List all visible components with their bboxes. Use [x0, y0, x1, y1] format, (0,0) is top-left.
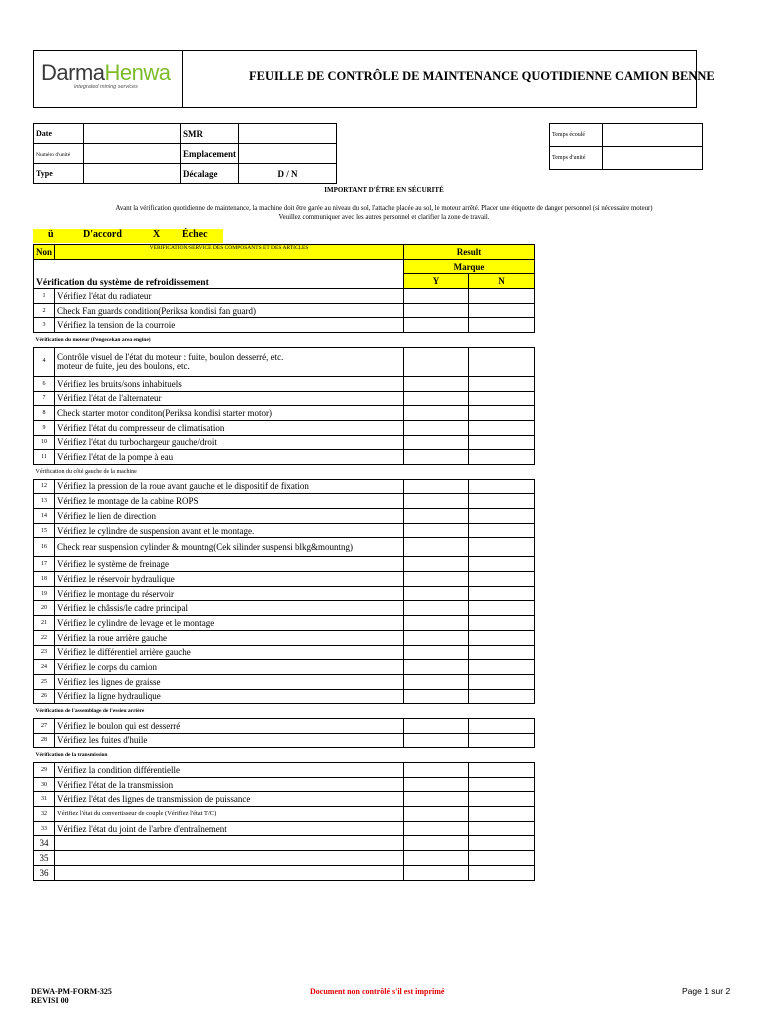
table-row: 25 Vérifiez les lignes de graisse [34, 674, 535, 689]
unit-no-field[interactable] [84, 144, 181, 164]
n-cell[interactable] [469, 674, 535, 689]
table-row: 30 Vérifiez l'état de la transmission [34, 777, 535, 792]
y-cell[interactable] [404, 572, 469, 587]
n-cell[interactable] [469, 435, 535, 450]
form-code: DEWA-PM-FORM-325 REVISI 00 [31, 987, 112, 1005]
date-field[interactable] [84, 124, 181, 144]
n-cell[interactable] [469, 479, 535, 494]
n-cell[interactable] [469, 391, 535, 406]
table-row: 31 Vérifiez l'état des lignes de transmission de puissance [34, 792, 535, 807]
n-cell[interactable] [469, 660, 535, 675]
table-row: 8 Check starter motor conditon(Periksa kondisi starter motor) [34, 406, 535, 421]
checklist-table [33, 244, 535, 881]
table-row: 23 Vérifiez le différentiel arrière gauche [34, 645, 535, 660]
y-cell[interactable] [404, 289, 469, 304]
n-cell[interactable] [469, 450, 535, 465]
safety-note: Avant la vérification quotidienne de maintenance, la machine doit être garée au niveau du sol, l'attache placée au sol, le moteur arrêté. Placer une étiquette de danger personnel (si nécessaire moteur) [115, 205, 653, 212]
col-mark-header: Marque [404, 259, 535, 274]
item-cell[interactable] [55, 836, 404, 851]
n-cell[interactable] [469, 557, 535, 572]
n-cell[interactable] [469, 836, 535, 851]
n-cell[interactable] [469, 763, 535, 778]
section-transmission-row [34, 748, 535, 763]
y-cell[interactable] [404, 479, 469, 494]
y-cell[interactable] [404, 689, 469, 704]
important-heading: IMPORTANT D'ÊTRE EN SÉCURITÉ [324, 186, 444, 194]
y-cell[interactable] [404, 509, 469, 524]
company-logo: DarmaHenwa [41, 60, 171, 85]
n-cell[interactable] [469, 777, 535, 792]
y-cell[interactable] [404, 807, 469, 822]
n-cell[interactable] [469, 303, 535, 318]
fail-label: Échec [182, 229, 208, 240]
section-transmission: Vérification de la transmission [34, 748, 535, 763]
logo-tagline: integrated mining services [74, 84, 138, 90]
table-row: 19 Vérifiez le montage du réservoir [34, 586, 535, 601]
table-row: 13 Vérifiez le montage de la cabine ROPS [34, 494, 535, 509]
n-cell[interactable] [469, 851, 535, 866]
y-cell[interactable] [404, 836, 469, 851]
y-cell[interactable] [404, 494, 469, 509]
unit-no-label: Numéro d'unité [36, 152, 71, 158]
y-cell[interactable] [404, 733, 469, 748]
table-row: 7 Vérifiez l'état de l'alternateur [34, 391, 535, 406]
y-cell[interactable] [404, 645, 469, 660]
shift-field[interactable]: D / N [239, 164, 337, 184]
y-cell[interactable] [404, 616, 469, 631]
n-cell[interactable] [469, 376, 535, 391]
table-row: 3 Vérifiez la tension de la courroie [34, 318, 535, 333]
type-field[interactable] [84, 164, 181, 184]
n-cell[interactable] [469, 572, 535, 587]
section-left-side: Vérification du côté gauche de la machine [34, 464, 535, 479]
n-cell[interactable] [469, 420, 535, 435]
y-cell[interactable] [404, 660, 469, 675]
table-row: 21 Vérifiez le cylindre de levage et le montage [34, 616, 535, 631]
n-cell[interactable] [469, 865, 535, 880]
safety-note-2: Veuillez communiquer avec les autres personnel et clarifier la zone de travail. [278, 214, 490, 221]
y-cell[interactable] [404, 420, 469, 435]
location-field[interactable] [239, 144, 337, 164]
table-row: 32 Vérifiez l'état du convertisseur de couple (Vérifiez l'état T/C) [34, 807, 535, 822]
table-row: 11 Vérifiez l'état de la pompe à eau [34, 450, 535, 465]
ok-symbol: ü [48, 229, 54, 240]
time-elapsed-label: Temps écoulé [550, 124, 603, 147]
y-cell[interactable] [404, 450, 469, 465]
time-elapsed-field[interactable] [603, 124, 703, 147]
table-row: 9 Vérifiez l'état du compresseur de climatisation [34, 420, 535, 435]
y-cell[interactable] [404, 674, 469, 689]
item-cell[interactable] [55, 865, 404, 880]
y-cell[interactable] [404, 718, 469, 733]
y-cell[interactable] [404, 630, 469, 645]
ok-label: D'accord [83, 229, 122, 240]
info-grid [33, 123, 337, 184]
n-cell[interactable] [469, 586, 535, 601]
y-cell[interactable] [404, 376, 469, 391]
n-cell[interactable] [469, 689, 535, 704]
table-row: 4 Contrôle visuel de l'état du moteur : fuite, boulon desserré, etc. moteur de fuite, jeu des boulons, etc. [34, 347, 535, 376]
table-row: 2 Check Fan guards condition(Periksa kondisi fan guard) [34, 303, 535, 318]
table-row: 35 [34, 851, 535, 866]
table-row: 26 Vérifiez la ligne hydraulique [34, 689, 535, 704]
section-rear-axle-row [34, 704, 535, 719]
n-cell[interactable] [469, 289, 535, 304]
time-start-label: Temps d'unité [550, 147, 603, 170]
col-y-header: Y [404, 274, 469, 289]
table-row: 27 Vérifiez le boulon qui est desserré [34, 718, 535, 733]
table-row: 6 Vérifiez les bruits/sons inhabituels [34, 376, 535, 391]
y-cell[interactable] [404, 601, 469, 616]
y-cell[interactable] [404, 538, 469, 557]
n-cell[interactable] [469, 733, 535, 748]
n-cell[interactable] [469, 601, 535, 616]
n-cell[interactable] [469, 645, 535, 660]
form-header [33, 50, 715, 108]
n-cell[interactable] [469, 821, 535, 836]
y-cell[interactable] [404, 303, 469, 318]
col-n-header: N [469, 274, 535, 289]
table-row: 18 Vérifiez le réservoir hydraulique [34, 572, 535, 587]
n-cell[interactable] [469, 807, 535, 822]
y-cell[interactable] [404, 821, 469, 836]
y-cell[interactable] [404, 865, 469, 880]
n-cell[interactable] [469, 616, 535, 631]
smr-field[interactable] [239, 124, 337, 144]
y-cell[interactable] [404, 557, 469, 572]
table-row: 28 Vérifiez les fuites d'huile [34, 733, 535, 748]
y-cell[interactable] [404, 318, 469, 333]
section-rear-axle: Vérification de l'assemblage de l'essieu arrière [34, 704, 535, 719]
y-cell[interactable] [404, 435, 469, 450]
time-grid [549, 123, 703, 170]
col-result-header: Result [404, 245, 535, 260]
table-row: 16 Check rear suspension cylinder & mountng(Cek silinder suspensi blkg&mountng) [34, 538, 535, 557]
table-row: 17 Vérifiez le système de freinage [34, 557, 535, 572]
y-cell[interactable] [404, 523, 469, 538]
n-cell[interactable] [469, 630, 535, 645]
table-row: 15 Vérifiez le cylindre de suspension avant et le montage. [34, 523, 535, 538]
smr-label: SMR [181, 124, 239, 144]
y-cell[interactable] [404, 763, 469, 778]
section-engine: Vérification du moteur (Pengecekan area engine) [34, 333, 535, 348]
table-row: 34 [34, 836, 535, 851]
table-row: 24 Vérifiez le corps du camion [34, 660, 535, 675]
table-row: 20 Vérifiez le châssis/le cadre principal [34, 601, 535, 616]
uncontrolled-note: Document non contrôlé s'il est imprimé [310, 987, 445, 996]
n-cell[interactable] [469, 718, 535, 733]
n-cell[interactable] [469, 523, 535, 538]
y-cell[interactable] [404, 851, 469, 866]
n-cell[interactable] [469, 347, 535, 376]
n-cell[interactable] [469, 538, 535, 557]
y-cell[interactable] [404, 406, 469, 421]
form-title: FEUILLE DE CONTRÔLE DE MAINTENANCE QUOTIDIENNE CAMION BENNE [249, 69, 715, 83]
date-label: Date [34, 124, 84, 144]
type-label: Type [34, 164, 84, 184]
table-row: 10 Vérifiez l'état du turbochargeur gauche/droit [34, 435, 535, 450]
y-cell[interactable] [404, 586, 469, 601]
table-row: 33 Vérifiez l'état du joint de l'arbre d'entraînement [34, 821, 535, 836]
y-cell[interactable] [404, 347, 469, 376]
section-cooling: Vérification du système de refroidissement [34, 259, 404, 288]
n-cell[interactable] [469, 494, 535, 509]
time-start-field[interactable] [603, 147, 703, 170]
section-left-side-row [34, 464, 535, 479]
shift-label: Décalage [181, 164, 239, 184]
table-row: 36 [34, 865, 535, 880]
fail-symbol: X [153, 229, 161, 240]
n-cell[interactable] [469, 792, 535, 807]
col-no-header: Non [34, 245, 55, 260]
location-label: Emplacement [181, 144, 239, 164]
section-engine-row [34, 333, 535, 348]
y-cell[interactable] [404, 391, 469, 406]
table-row: 1 Vérifiez l'état du radiateur [34, 289, 535, 304]
n-cell[interactable] [469, 406, 535, 421]
item-cell[interactable] [55, 851, 404, 866]
page-number: Page 1 sur 2 [682, 986, 731, 996]
table-row: 12 Vérifiez la pression de la roue avant gauche et le dispositif de fixation [34, 479, 535, 494]
col-verification-header: VÉRIFICATION/SERVICE DES COMPOSANTS ET DES ARTICLES [55, 245, 404, 260]
n-cell[interactable] [469, 509, 535, 524]
logo-cell [34, 51, 183, 107]
y-cell[interactable] [404, 777, 469, 792]
table-row: 14 Vérifiez le lien de direction [34, 509, 535, 524]
y-cell[interactable] [404, 792, 469, 807]
n-cell[interactable] [469, 318, 535, 333]
table-row: 22 Vérifiez la roue arrière gauche [34, 630, 535, 645]
table-row: 29 Vérifiez la condition différentielle [34, 763, 535, 778]
